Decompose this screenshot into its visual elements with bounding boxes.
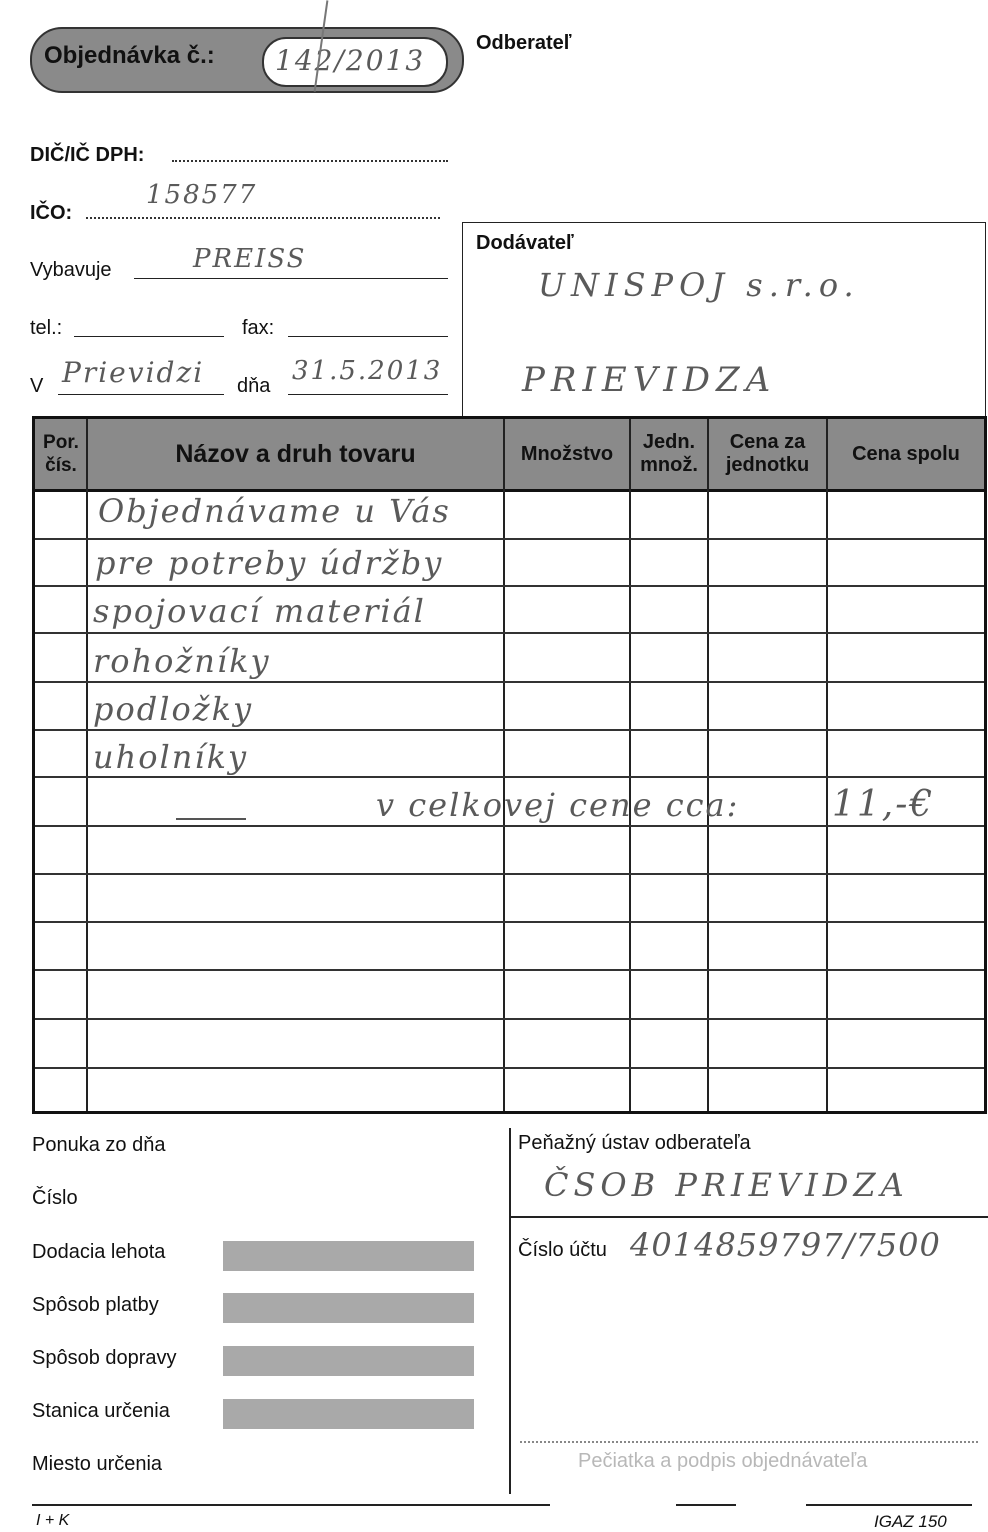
bank-divider (510, 1216, 988, 1218)
row-divider (35, 776, 984, 778)
header-unit: Jedn. množ. (631, 419, 707, 489)
total-value: 11,-€ (832, 784, 935, 825)
row-divider (35, 1067, 984, 1069)
stanica-label: Stanica určenia (32, 1400, 170, 1422)
bottom-rule (806, 1504, 972, 1506)
dic-dotted-line (172, 160, 448, 162)
dic-label: DIČ/IČ DPH: (30, 144, 145, 166)
date-line (288, 394, 448, 395)
table-row: Objednávame u Vás (98, 492, 451, 530)
bottom-left-code: I + K (36, 1512, 70, 1529)
row-divider (35, 538, 984, 540)
table-row: uholníky (93, 738, 249, 776)
vybavuje-value: PREISS (193, 244, 307, 274)
place-value: Prievidzi (62, 356, 205, 389)
signature-label: Pečiatka a podpis objednávateľa (578, 1450, 868, 1472)
bank-label: Peňažný ústav odberateľa (518, 1132, 751, 1154)
vybavuje-label: Vybavuje (30, 259, 112, 281)
column-divider (629, 419, 631, 1111)
row-divider (35, 825, 984, 827)
bottom-rule (32, 1504, 550, 1506)
bottom-rule (676, 1504, 736, 1506)
fax-label: fax: (242, 317, 275, 339)
column-divider (86, 419, 88, 1111)
row-divider (35, 632, 984, 634)
table-row: podložky (93, 690, 254, 728)
ico-dotted-line (86, 217, 440, 219)
bottom-right-code: IGAZ 150 (874, 1512, 947, 1531)
customer-label: Odberateľ (476, 32, 572, 54)
order-number-value: 142/2013 (275, 44, 426, 77)
column-divider (503, 419, 505, 1111)
ponuka-label: Ponuka zo dňa (32, 1134, 166, 1156)
header-por: Por. čís. (35, 419, 87, 489)
header-qty: Množstvo (505, 419, 629, 489)
column-divider (826, 419, 828, 1111)
account-label: Číslo účtu (518, 1239, 607, 1261)
sposob-dopravy-field (223, 1346, 474, 1376)
fax-line (288, 336, 448, 337)
table-row: rohožníky (93, 642, 271, 680)
row-divider (35, 729, 984, 731)
header-unit-price: Cena za jednotku (709, 419, 826, 489)
tel-line (74, 336, 224, 337)
place-prefix: V (30, 375, 44, 397)
sposob-platby-field (223, 1293, 474, 1323)
supplier-name: UNISPOJ s.r.o. (538, 266, 860, 304)
place-line (58, 394, 224, 395)
dodacia-label: Dodacia lehota (32, 1241, 166, 1263)
signature-dotted-line (520, 1441, 978, 1443)
row-divider (35, 681, 984, 683)
sposob-platby-label: Spôsob platby (32, 1294, 159, 1316)
sposob-dopravy-label: Spôsob dopravy (32, 1347, 177, 1369)
bank-value: ČSOB PRIEVIDZA (544, 1166, 909, 1204)
header-total: Cena spolu (828, 419, 984, 489)
stanica-field (223, 1399, 474, 1429)
dodacia-field (223, 1241, 474, 1271)
account-value: 4014859797/7500 (630, 1226, 941, 1264)
ico-value: 158577 (146, 180, 258, 210)
row-divider (35, 585, 984, 587)
footer-divider (509, 1128, 511, 1494)
vybavuje-line (134, 278, 448, 279)
row-divider (35, 921, 984, 923)
date-label: dňa (237, 375, 271, 397)
cislo-label: Číslo (32, 1187, 78, 1209)
table-row: pre potreby údržby (95, 544, 444, 582)
tel-label: tel.: (30, 317, 63, 339)
total-text: v celkovej cene cca: (376, 786, 740, 824)
row-divider (35, 1018, 984, 1020)
row-divider (35, 969, 984, 971)
date-value: 31.5.2013 (292, 356, 443, 386)
miesto-label: Miesto určenia (32, 1453, 163, 1475)
table-row: spojovací materiál (93, 592, 426, 630)
supplier-label: Dodávateľ (476, 232, 574, 254)
pen-stroke (176, 818, 246, 820)
supplier-city: PRIEVIDZA (522, 360, 777, 400)
column-divider (707, 419, 709, 1111)
ico-label: IČO: (30, 202, 73, 224)
order-title: Objednávka č.: (44, 42, 215, 69)
header-name: Názov a druh tovaru (88, 419, 503, 489)
row-divider (35, 873, 984, 875)
